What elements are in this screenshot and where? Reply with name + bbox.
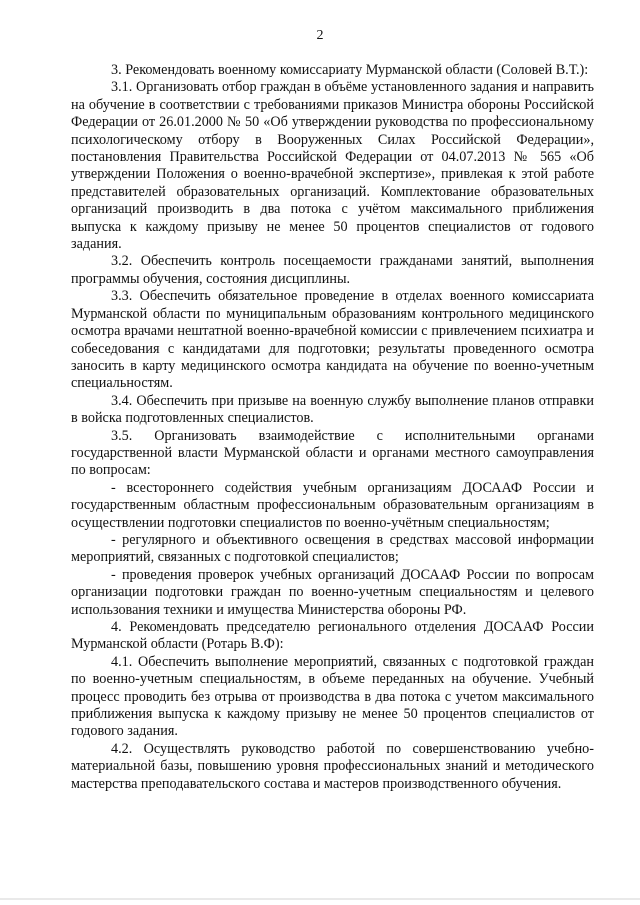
page-bottom-edge [0,898,640,900]
paragraph-3-3: 3.3. Обеспечить обязательное проведение в отделах военного комиссариата Мурманской области по муниципальным образованиям контрольного медицинского осмотра врачами нештатной военно-врачебной комиссии с привлечением психиатра и собеседования с кандидатами для подготовки; результаты проведенного осмотра заносить в карту медицинского осмотра кандидата на обучение по военно-учетным специальностям. [71,288,594,392]
list-item-media-coverage: - регулярного и объективного освещения в средствах массовой информации мероприятий, связанных с подготовкой специалистов; [71,531,594,566]
list-item-inspections: - проведения проверок учебных организаций ДОСААФ России по вопросам организации подготовки граждан по военно-учетным специальностям и целевого использования техники и имущества Министерства обороны РФ. [71,566,594,618]
paragraph-3: 3. Рекомендовать военному комиссариату Мурманской области (Соловей В.Т.): [111,62,589,78]
page-number: 2 [316,28,324,43]
paragraph-4: 4. Рекомендовать председателю регионального отделения ДОСААФ России Мурманской области (Ротарь В.Ф): [71,619,594,653]
paragraph-3-4: 3.4. Обеспечить при призыве на военную службу выполнение планов отправки в войска подготовленных специалистов. [71,392,594,427]
paragraph-4-2: 4.2. Осуществлять руководство работой по совершенствованию учебно-материальной базы, повышению уровня профессиональных знаний и методического мастерства преподавательского состава и мастеров производственного обучения. [71,740,594,792]
paragraph-3-1: 3.1. Организовать отбор граждан в объёме установленного задания и направить на обучение в соответствии с требованиями приказов Министра обороны Российской Федерации от 26.01.2000 № 50 «Об утверждении руководства по профессиональному психологическому отбору в Вооруженных Силах Российской Федерации», постановления Правительства Российской Федерации от 04.07.2013 № 565 «Об утверждении Положения о военно-врачебной экспертизе», привлекая к этой работе представителей образовательных организаций. Комплектование образовательных организаций производить в два потока с учётом максимального приближения выпуска к каждому призыву не менее 50 процентов специалистов от годового задания. [71,79,594,253]
paragraph-3-5: 3.5. Организовать взаимодействие с исполнительными органами государственной власти Мурманской области и органами местного самоуправления по вопросам: [71,427,594,479]
document-body [71,62,594,793]
list-item-support: - всестороннего содействия учебным организациям ДОСААФ России и государственным областным профессиональным образовательным организациям в осуществлении подготовки специалистов по военно-учётным специальностям; [71,479,594,531]
paragraph-3-2: 3.2. Обеспечить контроль посещаемости гражданами занятий, выполнения программы обучения, состояния дисциплины. [71,253,594,287]
paragraph-4-1: 4.1. Обеспечить выполнение мероприятий, связанных с подготовкой граждан по военно-учетным специальностям, в объеме переданных на обучение. Учебный процесс проводить без отрыва от производства в два потока с учетом максимального приближения выпуска к каждому призыву не менее 50 процентов специалистов от годового задания. [71,653,594,740]
